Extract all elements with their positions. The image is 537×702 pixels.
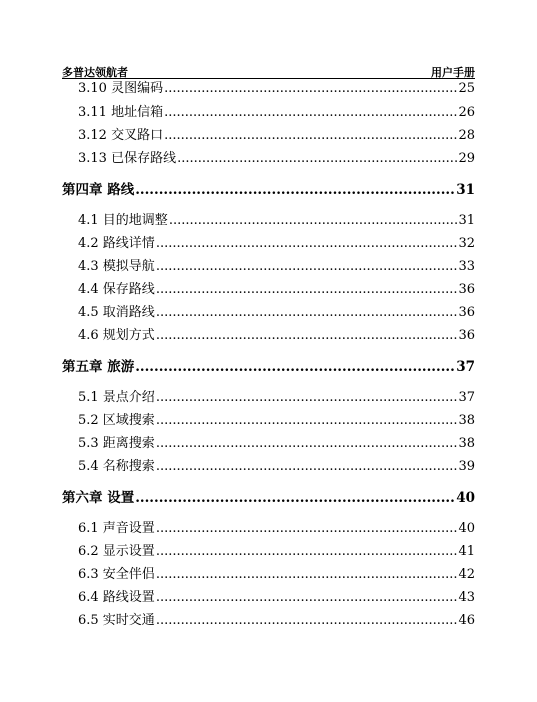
- toc-entry-title: 3.12 交叉路口: [78, 128, 164, 143]
- toc-leader: [156, 281, 458, 299]
- toc-entry[interactable]: [78, 589, 475, 607]
- toc-entry-title: 6.5 实时交通: [78, 613, 155, 628]
- toc-leader: [135, 489, 455, 507]
- toc-entry[interactable]: [78, 235, 475, 253]
- toc-entry-page: 36: [458, 282, 475, 297]
- toc-leader: [156, 543, 458, 561]
- toc-entry-page: 38: [458, 413, 475, 428]
- toc-entry[interactable]: [78, 212, 475, 230]
- toc-entry[interactable]: [78, 327, 475, 345]
- toc-entry[interactable]: [78, 612, 475, 630]
- toc-entry-page: 31: [458, 213, 475, 228]
- toc-entry-page: 29: [458, 151, 475, 166]
- toc-entry-page: 26: [458, 105, 475, 120]
- toc-entry-page: 25: [458, 81, 475, 96]
- toc-entry-title: 4.2 路线详情: [78, 236, 155, 251]
- toc-leader: [156, 258, 458, 276]
- toc-entry-page: 46: [458, 613, 475, 628]
- toc-entry[interactable]: [78, 566, 475, 584]
- page-header: [62, 62, 475, 79]
- toc-entry-title: 3.11 地址信箱: [78, 105, 164, 120]
- toc-entry-page: 37: [458, 390, 475, 405]
- toc-entry-page: 39: [458, 459, 475, 474]
- toc-entry[interactable]: [78, 543, 475, 561]
- toc-chapter-title: 第四章 路线: [62, 182, 135, 198]
- toc-chapter-title: 第五章 旅游: [62, 359, 135, 375]
- toc-entry-title: 5.1 景点介绍: [78, 390, 155, 405]
- toc-leader: [156, 458, 458, 476]
- toc-leader: [156, 520, 458, 538]
- toc-leader: [156, 612, 458, 630]
- toc-entry-title: 6.1 声音设置: [78, 521, 155, 536]
- toc-leader: [169, 212, 458, 230]
- toc-entry-page: 36: [458, 328, 475, 343]
- toc-chapter-entry[interactable]: [62, 358, 475, 376]
- toc-entry-page: 43: [458, 590, 475, 605]
- toc-entry[interactable]: [78, 127, 475, 145]
- toc-entry[interactable]: [78, 80, 475, 98]
- toc-entry-title: 5.3 距离搜索: [78, 436, 155, 451]
- toc-leader: [164, 104, 457, 122]
- toc-entry-title: 5.2 区域搜索: [78, 413, 155, 428]
- toc-entry[interactable]: [78, 258, 475, 276]
- toc-chapter-page: 37: [456, 359, 475, 375]
- toc-entry[interactable]: [78, 389, 475, 407]
- toc-leader: [177, 150, 457, 168]
- toc-entry-title: 6.4 路线设置: [78, 590, 155, 605]
- toc-entry[interactable]: [78, 104, 475, 122]
- toc-leader: [135, 181, 455, 199]
- toc-entry-title: 6.2 显示设置: [78, 544, 155, 559]
- toc-entry-title: 4.6 规划方式: [78, 328, 155, 343]
- toc-leader: [156, 566, 458, 584]
- toc-chapter-page: 40: [456, 490, 475, 506]
- toc-entry[interactable]: [78, 412, 475, 430]
- toc-leader: [156, 589, 458, 607]
- toc-entry-page: 33: [458, 259, 475, 274]
- toc-entry-title: 4.5 取消路线: [78, 305, 155, 320]
- toc-entry[interactable]: [78, 520, 475, 538]
- toc-entry[interactable]: [78, 304, 475, 322]
- toc-chapter-entry[interactable]: [62, 489, 475, 507]
- toc-entry-page: 40: [458, 521, 475, 536]
- toc-leader: [156, 412, 458, 430]
- toc-entry-title: 4.4 保存路线: [78, 282, 155, 297]
- toc-entry-title: 4.3 模拟导航: [78, 259, 155, 274]
- toc-leader: [164, 127, 457, 145]
- toc-chapter-page: 31: [456, 182, 475, 198]
- toc-chapter-entry[interactable]: [62, 181, 475, 199]
- toc-entry[interactable]: [78, 281, 475, 299]
- header-manual-label: 用户手册: [431, 66, 475, 79]
- toc-entry-page: 28: [458, 128, 475, 143]
- toc-entry-page: 36: [458, 305, 475, 320]
- toc-entry[interactable]: [78, 458, 475, 476]
- toc-leader: [156, 304, 458, 322]
- toc-entry-title: 4.1 目的地调整: [78, 213, 168, 228]
- toc-entry[interactable]: [78, 150, 475, 168]
- toc-entry[interactable]: [78, 435, 475, 453]
- toc-entry-page: 42: [458, 567, 475, 582]
- toc-leader: [164, 80, 457, 98]
- toc-leader: [156, 389, 458, 407]
- toc-entry-title: 5.4 名称搜索: [78, 459, 155, 474]
- toc-leader: [156, 327, 458, 345]
- toc-entry-page: 32: [458, 236, 475, 251]
- toc-entry-title: 6.3 安全伴侣: [78, 567, 155, 582]
- toc-chapter-title: 第六章 设置: [62, 490, 135, 506]
- toc-entry-page: 41: [458, 544, 475, 559]
- toc-leader: [156, 435, 458, 453]
- toc-leader: [135, 358, 455, 376]
- header-product-name: 多普达领航者: [62, 66, 128, 79]
- toc-entry-page: 38: [458, 436, 475, 451]
- toc-entry-title: 3.10 灵图编码: [78, 81, 164, 96]
- toc-leader: [156, 235, 458, 253]
- toc-entry-title: 3.13 已保存路线: [78, 151, 177, 166]
